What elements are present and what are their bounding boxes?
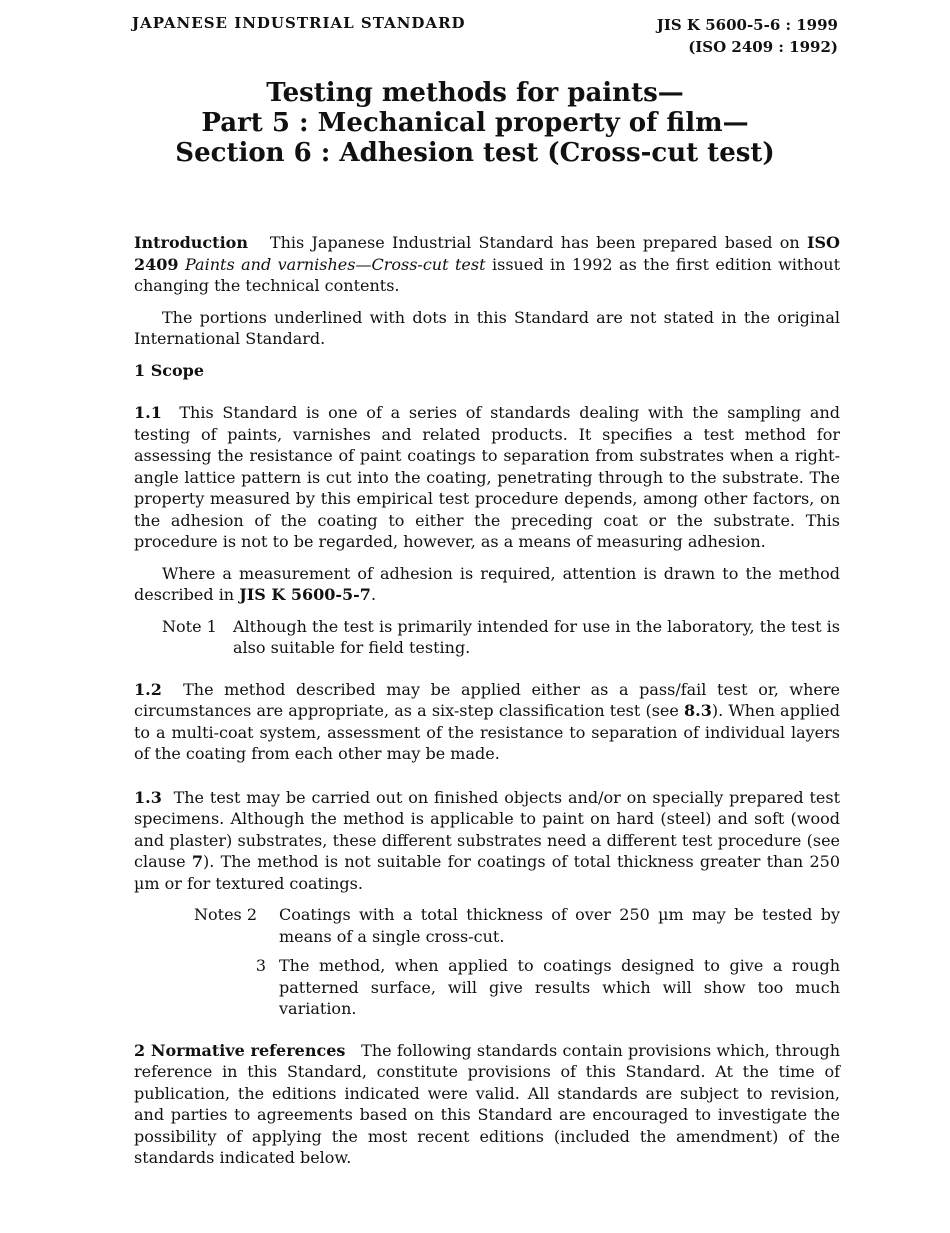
introduction-text-a: This Japanese Industrial Standard has been prepared based on bbox=[269, 233, 800, 252]
clause-1-1-text: This Standard is one of a series of standards dealing with the sampling and testing of paints, varnishes and related products. It specifies a test method for assessing the resistance of paint coatings to separation from substrates when a right-angle lattice pattern is cut into the coating, penetrating through to the substrate. The property measured by this empirical test procedure depends, among other factors, on the adhesion of the coating to either the preceding coat or the substrate. This procedure is not to be regarded, however, as a means of measuring adhesion. bbox=[134, 403, 841, 551]
title-line-2: Part 5 : Mechanical property of film— bbox=[201, 108, 749, 138]
clause-1-2 bbox=[134, 679, 840, 765]
introduction-text-b: issued in 1992 as the first edition without changing the technical contents. bbox=[134, 254, 841, 295]
notes-label: Notes 2 bbox=[194, 905, 258, 924]
measurement-reference: JIS K 5600-5-7 bbox=[239, 585, 371, 604]
clause-1-2-text-a: The method described may be applied either as a pass/fail test or, where circumstances are appropriate, as a six-step classification test (see bbox=[134, 679, 841, 720]
clause-1-2-text-b: ). When applied to a multi-coat system, assessment of the resistance to separation of individual layers of the coating from each other may be made. bbox=[134, 701, 841, 763]
introduction-paragraph-2: The portions underlined with dots in this Standard are not stated in the original International Standard. bbox=[134, 307, 840, 348]
measurement-paragraph: Where a measurement of adhesion is required, attention is drawn to the method described in JIS K 5600-5-7. bbox=[134, 563, 840, 604]
introduction-label: Introduction bbox=[134, 233, 248, 252]
clause-1-3 bbox=[134, 787, 840, 895]
note-2 bbox=[194, 904, 840, 947]
document-title bbox=[0, 78, 950, 168]
note-1 bbox=[162, 616, 840, 659]
clause-1-3-text-a: The test may be carried out on finished objects and/or on specially prepared test specimens. Although the method is applicable to paint on hard (steel) and soft (wood and plaster) substrates, these different substrates need a different test procedure (see clause bbox=[134, 787, 840, 871]
document-body bbox=[134, 232, 840, 1169]
note-1-label: Note 1 bbox=[162, 616, 217, 636]
normative-references-text: The following standards contain provisions which, through reference in this Standard, constitute provisions of this Standard. At the time of publication, the editions indicated were valid. All standards are subject to revision, and parties to agreements based on this Standard are encouraged to investigate the possibility of applying the most recent editions (included the amendment) of the standards indicated below. bbox=[134, 1040, 841, 1167]
clause-1-2-number: 1.2 bbox=[134, 679, 162, 699]
normative-references-heading: 2 Normative references bbox=[134, 1040, 346, 1060]
clause-1-1-number: 1.1 bbox=[134, 403, 162, 422]
note-3 bbox=[194, 955, 840, 1020]
header-standard-number bbox=[657, 14, 838, 58]
clause-1-3-number: 1.3 bbox=[134, 787, 162, 807]
clause-1-3-text-b: ). The method is not suitable for coatings of total thickness greater than 250 µm or for textured coatings. bbox=[134, 852, 840, 893]
header-jis-number: JIS K 5600-5-6 : 1999 bbox=[656, 16, 838, 34]
clause-1-3-reference: 7 bbox=[191, 852, 203, 871]
note-3-number: 3 bbox=[255, 956, 266, 975]
title-line-3: Section 6 : Adhesion test (Cross-cut test) bbox=[175, 138, 775, 168]
introduction-paragraph bbox=[134, 232, 840, 297]
clause-1-1 bbox=[134, 402, 840, 553]
clause-1-2-reference: 8.3 bbox=[684, 701, 712, 720]
iso-reference: ISO 2409 bbox=[134, 233, 840, 274]
note-1-text: Although the test is primarily intended for use in the laboratory, the test is also suitable for field testing. bbox=[233, 616, 840, 657]
header-iso-number: (ISO 2409 : 1992) bbox=[688, 38, 838, 56]
iso-title: Paints and varnishes—Cross-cut test bbox=[185, 254, 486, 274]
note-2-text: Coatings with a total thickness of over 250 µm may be tested by means of a single cross-cut. bbox=[279, 905, 840, 946]
header-standard-name: JAPANESE INDUSTRIAL STANDARD bbox=[132, 14, 466, 32]
title-line-1: Testing methods for paints— bbox=[266, 78, 684, 108]
note-3-text: The method, when applied to coatings designed to give a rough patterned surface, will give results which will show too much variation. bbox=[279, 956, 840, 1018]
normative-references-paragraph bbox=[134, 1040, 840, 1169]
measurement-text: Where a measurement of adhesion is required, attention is drawn to the method described in bbox=[134, 563, 840, 604]
scope-heading: 1 Scope bbox=[134, 360, 205, 380]
